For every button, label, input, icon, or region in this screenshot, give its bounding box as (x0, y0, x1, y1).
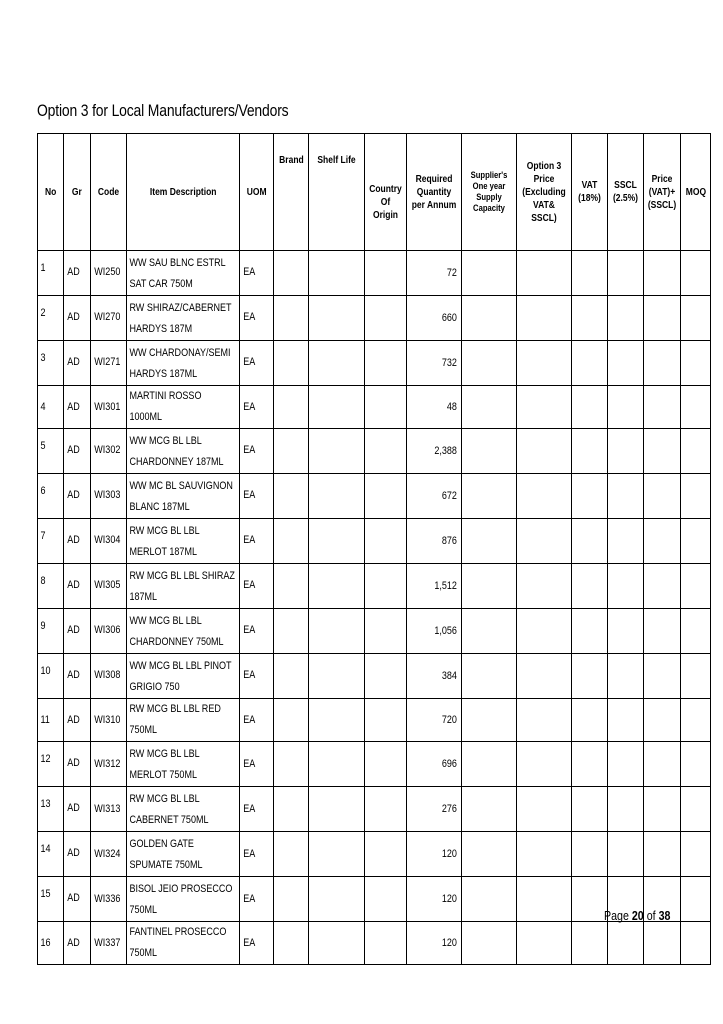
cell-uom: EA (240, 609, 274, 654)
cell-option3-price (517, 386, 572, 429)
cell-uom: EA (240, 474, 274, 519)
cell-moq (681, 654, 711, 699)
cell-no: 10 (38, 654, 64, 699)
cell-price-total (644, 922, 681, 965)
col-uom: UOM (240, 134, 274, 251)
cell-moq (681, 877, 711, 922)
cell-country-of-origin (365, 429, 407, 474)
cell-supply-capacity (462, 429, 517, 474)
cell-item-description: WW MCG BL LBL CHARDONNEY 750ML (127, 609, 240, 654)
cell-brand (274, 699, 309, 742)
cell-supply-capacity (462, 699, 517, 742)
cell-supply-capacity (462, 474, 517, 519)
cell-code: WI271 (91, 341, 127, 386)
col-required-quantity: Required Quantity per Annum (407, 134, 462, 251)
cell-required-quantity: 120 (407, 877, 462, 922)
cell-sscl (608, 341, 644, 386)
cell-code: WI337 (91, 922, 127, 965)
cell-item-description: WW MCG BL LBL PINOT GRIGIO 750 (127, 654, 240, 699)
col-description: Item Description (127, 134, 240, 251)
cell-no: 11 (38, 699, 64, 742)
cell-vat (572, 654, 608, 699)
cell-shelf-life (309, 787, 365, 832)
cell-moq (681, 699, 711, 742)
cell-vat (572, 699, 608, 742)
col-code: Code (91, 134, 127, 251)
cell-sscl (608, 699, 644, 742)
cell-gr: AD (64, 787, 91, 832)
cell-shelf-life (309, 474, 365, 519)
cell-moq (681, 429, 711, 474)
table-row (38, 386, 711, 429)
cell-code: WI324 (91, 832, 127, 877)
cell-uom: EA (240, 832, 274, 877)
cell-gr: AD (64, 341, 91, 386)
cell-uom: EA (240, 251, 274, 296)
cell-supply-capacity (462, 877, 517, 922)
cell-price-total (644, 296, 681, 341)
cell-sscl (608, 429, 644, 474)
cell-gr: AD (64, 877, 91, 922)
cell-option3-price (517, 699, 572, 742)
cell-supply-capacity (462, 341, 517, 386)
cell-vat (572, 922, 608, 965)
cell-shelf-life (309, 564, 365, 609)
cell-required-quantity: 120 (407, 922, 462, 965)
cell-no: 6 (38, 474, 64, 519)
cell-required-quantity: 48 (407, 386, 462, 429)
cell-gr: AD (64, 564, 91, 609)
cell-sscl (608, 787, 644, 832)
col-option3-price: Option 3 Price (Excluding VAT& SSCL) (517, 134, 572, 251)
cell-item-description: RW MCG BL LBL MERLOT 750ML (127, 742, 240, 787)
cell-gr: AD (64, 519, 91, 564)
cell-no: 5 (38, 429, 64, 474)
cell-uom: EA (240, 787, 274, 832)
cell-uom: EA (240, 296, 274, 341)
cell-country-of-origin (365, 341, 407, 386)
cell-gr: AD (64, 296, 91, 341)
cell-brand (274, 654, 309, 699)
cell-supply-capacity (462, 654, 517, 699)
cell-gr: AD (64, 386, 91, 429)
cell-price-total (644, 654, 681, 699)
cell-item-description: WW CHARDONAY/SEMI HARDYS 187ML (127, 341, 240, 386)
cell-country-of-origin (365, 699, 407, 742)
cell-option3-price (517, 787, 572, 832)
table-row (38, 787, 711, 832)
cell-no: 9 (38, 609, 64, 654)
cell-code: WI305 (91, 564, 127, 609)
cell-sscl (608, 654, 644, 699)
cell-sscl (608, 251, 644, 296)
cell-price-total (644, 609, 681, 654)
cell-supply-capacity (462, 296, 517, 341)
cell-option3-price (517, 429, 572, 474)
cell-brand (274, 296, 309, 341)
cell-item-description: MARTINI ROSSO 1000ML (127, 386, 240, 429)
cell-country-of-origin (365, 564, 407, 609)
cell-moq (681, 832, 711, 877)
table-row (38, 564, 711, 609)
cell-item-description: RW MCG BL LBL MERLOT 187ML (127, 519, 240, 564)
cell-supply-capacity (462, 564, 517, 609)
cell-sscl (608, 296, 644, 341)
cell-required-quantity: 2,388 (407, 429, 462, 474)
cell-required-quantity: 732 (407, 341, 462, 386)
cell-item-description: BISOL JEIO PROSECCO 750ML (127, 877, 240, 922)
cell-shelf-life (309, 609, 365, 654)
cell-uom: EA (240, 386, 274, 429)
col-gr: Gr (64, 134, 91, 251)
cell-shelf-life (309, 922, 365, 965)
table-row (38, 519, 711, 564)
cell-price-total (644, 474, 681, 519)
cell-price-total (644, 787, 681, 832)
cell-no: 12 (38, 742, 64, 787)
cell-code: WI304 (91, 519, 127, 564)
cell-supply-capacity (462, 519, 517, 564)
cell-price-total (644, 519, 681, 564)
cell-vat (572, 341, 608, 386)
cell-vat (572, 251, 608, 296)
table-row (38, 832, 711, 877)
cell-supply-capacity (462, 251, 517, 296)
table-row (38, 474, 711, 519)
cell-no: 3 (38, 341, 64, 386)
cell-brand (274, 251, 309, 296)
cell-supply-capacity (462, 832, 517, 877)
cell-sscl (608, 474, 644, 519)
cell-country-of-origin (365, 922, 407, 965)
cell-sscl (608, 922, 644, 965)
cell-code: WI270 (91, 296, 127, 341)
cell-shelf-life (309, 251, 365, 296)
cell-shelf-life (309, 341, 365, 386)
cell-brand (274, 429, 309, 474)
col-supply-capacity: Supplier's One year Supply Capacity (462, 134, 517, 251)
col-price-total: Price (VAT)+ (SSCL) (644, 134, 681, 251)
cell-item-description: WW SAU BLNC ESTRL SAT CAR 750M (127, 251, 240, 296)
table-row (38, 609, 711, 654)
cell-required-quantity: 876 (407, 519, 462, 564)
cell-option3-price (517, 832, 572, 877)
cell-required-quantity: 120 (407, 832, 462, 877)
cell-brand (274, 386, 309, 429)
cell-required-quantity: 696 (407, 742, 462, 787)
cell-no: 4 (38, 386, 64, 429)
cell-uom: EA (240, 742, 274, 787)
cell-sscl (608, 832, 644, 877)
cell-moq (681, 296, 711, 341)
cell-item-description: FANTINEL PROSECCO 750ML (127, 922, 240, 965)
cell-country-of-origin (365, 474, 407, 519)
cell-supply-capacity (462, 742, 517, 787)
cell-uom: EA (240, 654, 274, 699)
cell-brand (274, 787, 309, 832)
section-title: Option 3 for Local Manufacturers/Vendors (37, 101, 289, 120)
cell-shelf-life (309, 654, 365, 699)
cell-uom: EA (240, 564, 274, 609)
cell-country-of-origin (365, 787, 407, 832)
cell-shelf-life (309, 386, 365, 429)
cell-moq (681, 251, 711, 296)
cell-item-description: RW MCG BL LBL RED 750ML (127, 699, 240, 742)
cell-option3-price (517, 341, 572, 386)
cell-country-of-origin (365, 296, 407, 341)
cell-gr: AD (64, 699, 91, 742)
cell-shelf-life (309, 519, 365, 564)
cell-country-of-origin (365, 742, 407, 787)
cell-uom: EA (240, 519, 274, 564)
cell-uom: EA (240, 877, 274, 922)
cell-option3-price (517, 877, 572, 922)
cell-gr: AD (64, 832, 91, 877)
cell-country-of-origin (365, 519, 407, 564)
cell-brand (274, 519, 309, 564)
cell-uom: EA (240, 922, 274, 965)
cell-brand (274, 742, 309, 787)
cell-vat (572, 519, 608, 564)
cell-price-total (644, 429, 681, 474)
cell-required-quantity: 1,056 (407, 609, 462, 654)
cell-required-quantity: 720 (407, 699, 462, 742)
cell-price-total (644, 341, 681, 386)
table-row (38, 654, 711, 699)
cell-shelf-life (309, 832, 365, 877)
cell-supply-capacity (462, 922, 517, 965)
cell-gr: AD (64, 429, 91, 474)
cell-brand (274, 341, 309, 386)
cell-country-of-origin (365, 654, 407, 699)
col-vat: VAT (18%) (572, 134, 608, 251)
cell-shelf-life (309, 742, 365, 787)
cell-code: WI306 (91, 609, 127, 654)
cell-no: 13 (38, 787, 64, 832)
cell-vat (572, 832, 608, 877)
cell-shelf-life (309, 429, 365, 474)
cell-required-quantity: 1,512 (407, 564, 462, 609)
cell-brand (274, 474, 309, 519)
cell-sscl (608, 564, 644, 609)
cell-no: 2 (38, 296, 64, 341)
table-row (38, 699, 711, 742)
cell-vat (572, 474, 608, 519)
table-row (38, 296, 711, 341)
cell-price-total (644, 251, 681, 296)
cell-no: 1 (38, 251, 64, 296)
cell-code: WI312 (91, 742, 127, 787)
cell-code: WI302 (91, 429, 127, 474)
col-no: No (38, 134, 64, 251)
cell-vat (572, 429, 608, 474)
cell-shelf-life (309, 296, 365, 341)
col-sscl: SSCL (2.5%) (608, 134, 644, 251)
cell-option3-price (517, 742, 572, 787)
items-table (37, 133, 711, 965)
cell-moq (681, 787, 711, 832)
col-country-of-origin: Country Of Origin (365, 134, 407, 251)
cell-item-description: RW MCG BL LBL SHIRAZ 187ML (127, 564, 240, 609)
cell-vat (572, 877, 608, 922)
table-row (38, 742, 711, 787)
cell-uom: EA (240, 429, 274, 474)
cell-gr: AD (64, 609, 91, 654)
col-shelf-life: Shelf Life (309, 134, 365, 251)
cell-code: WI303 (91, 474, 127, 519)
cell-vat (572, 564, 608, 609)
cell-required-quantity: 660 (407, 296, 462, 341)
cell-brand (274, 832, 309, 877)
cell-vat (572, 386, 608, 429)
cell-shelf-life (309, 699, 365, 742)
cell-no: 14 (38, 832, 64, 877)
table-row (38, 341, 711, 386)
cell-vat (572, 742, 608, 787)
cell-shelf-life (309, 877, 365, 922)
cell-no: 16 (38, 922, 64, 965)
col-moq: MOQ (681, 134, 711, 251)
cell-moq (681, 564, 711, 609)
table-row (38, 922, 711, 965)
cell-price-total (644, 742, 681, 787)
cell-moq (681, 922, 711, 965)
cell-item-description: RW MCG BL LBL CABERNET 750ML (127, 787, 240, 832)
cell-supply-capacity (462, 386, 517, 429)
cell-uom: EA (240, 341, 274, 386)
cell-vat (572, 609, 608, 654)
cell-no: 8 (38, 564, 64, 609)
cell-option3-price (517, 251, 572, 296)
cell-option3-price (517, 654, 572, 699)
cell-price-total (644, 699, 681, 742)
cell-uom: EA (240, 699, 274, 742)
cell-price-total (644, 386, 681, 429)
table-row (38, 429, 711, 474)
cell-required-quantity: 276 (407, 787, 462, 832)
cell-moq (681, 474, 711, 519)
cell-brand (274, 564, 309, 609)
cell-brand (274, 922, 309, 965)
cell-item-description: GOLDEN GATE SPUMATE 750ML (127, 832, 240, 877)
cell-brand (274, 609, 309, 654)
cell-brand (274, 877, 309, 922)
cell-option3-price (517, 609, 572, 654)
cell-required-quantity: 672 (407, 474, 462, 519)
cell-gr: AD (64, 742, 91, 787)
cell-vat (572, 787, 608, 832)
cell-option3-price (517, 519, 572, 564)
cell-moq (681, 519, 711, 564)
cell-supply-capacity (462, 787, 517, 832)
cell-gr: AD (64, 474, 91, 519)
cell-country-of-origin (365, 832, 407, 877)
cell-item-description: WW MCG BL LBL CHARDONNEY 187ML (127, 429, 240, 474)
cell-gr: AD (64, 922, 91, 965)
cell-required-quantity: 72 (407, 251, 462, 296)
cell-moq (681, 609, 711, 654)
cell-country-of-origin (365, 386, 407, 429)
cell-required-quantity: 384 (407, 654, 462, 699)
col-brand: Brand (274, 134, 309, 251)
cell-option3-price (517, 922, 572, 965)
cell-option3-price (517, 296, 572, 341)
cell-item-description: WW MC BL SAUVIGNON BLANC 187ML (127, 474, 240, 519)
cell-moq (681, 742, 711, 787)
cell-gr: AD (64, 654, 91, 699)
cell-option3-price (517, 474, 572, 519)
cell-option3-price (517, 564, 572, 609)
cell-code: WI301 (91, 386, 127, 429)
page-number: Page 20 of 38 (604, 908, 671, 923)
cell-gr: AD (64, 251, 91, 296)
cell-code: WI308 (91, 654, 127, 699)
cell-sscl (608, 742, 644, 787)
cell-country-of-origin (365, 251, 407, 296)
cell-country-of-origin (365, 609, 407, 654)
cell-no: 7 (38, 519, 64, 564)
cell-sscl (608, 519, 644, 564)
cell-price-total (644, 832, 681, 877)
table-row (38, 251, 711, 296)
cell-code: WI310 (91, 699, 127, 742)
cell-code: WI313 (91, 787, 127, 832)
cell-no: 15 (38, 877, 64, 922)
cell-moq (681, 341, 711, 386)
header-row (38, 134, 711, 251)
cell-price-total (644, 564, 681, 609)
cell-vat (572, 296, 608, 341)
cell-sscl (608, 386, 644, 429)
cell-sscl (608, 609, 644, 654)
cell-supply-capacity (462, 609, 517, 654)
cell-moq (681, 386, 711, 429)
cell-code: WI250 (91, 251, 127, 296)
cell-item-description: RW SHIRAZ/CABERNET HARDYS 187M (127, 296, 240, 341)
cell-country-of-origin (365, 877, 407, 922)
cell-code: WI336 (91, 877, 127, 922)
